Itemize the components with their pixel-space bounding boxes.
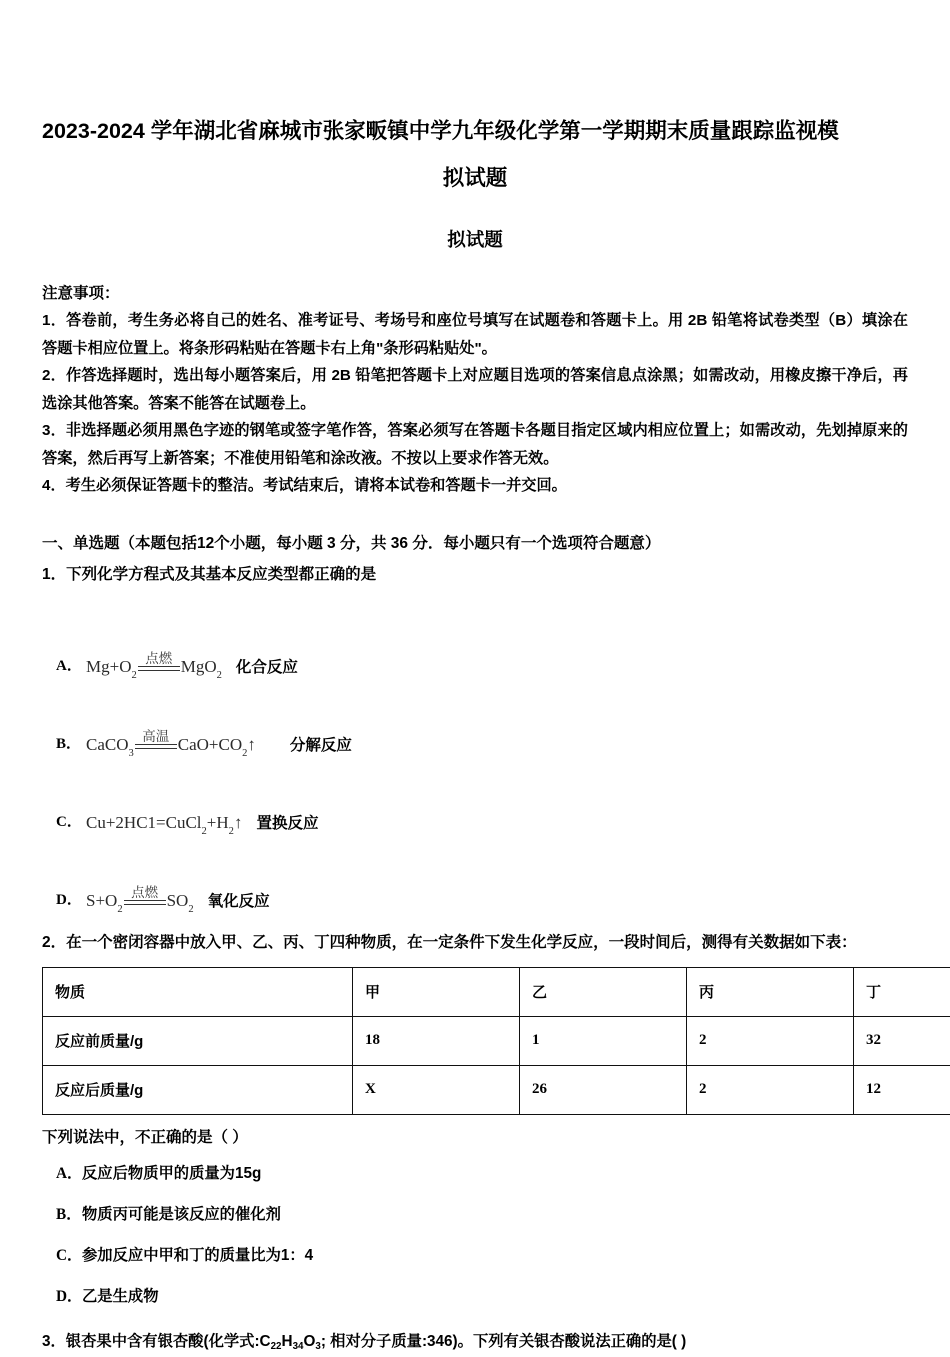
reaction-type-c: 置换反应 xyxy=(256,811,318,833)
row-label-after: 反应后质量/g xyxy=(43,1065,353,1114)
cell-before-ding: 32 xyxy=(854,1016,950,1065)
page-subtitle: 拟试题 xyxy=(42,202,908,252)
reaction-condition-b: 高温 xyxy=(142,729,169,744)
equals-bar-icon xyxy=(138,666,180,671)
cell-before-jia: 18 xyxy=(353,1016,520,1065)
equation-a-right-sub: 2 xyxy=(217,670,222,681)
cell-before-yi: 1 xyxy=(520,1016,687,1065)
cell-before-bing: 2 xyxy=(687,1016,854,1065)
equation-a xyxy=(86,652,222,677)
option-letter-a: A． xyxy=(56,654,86,681)
q2-option-a[interactable] xyxy=(42,1153,908,1194)
equation-b xyxy=(86,730,256,755)
cell-after-yi: 26 xyxy=(520,1065,687,1114)
page-title-line2: 拟试题 xyxy=(42,155,908,202)
table-header-ding: 丁 xyxy=(854,967,950,1016)
cell-after-jia: X xyxy=(353,1065,520,1114)
q2-option-letter-a: A． xyxy=(56,1161,82,1186)
q3-prefix: 3．银杏果中含有银杏酸(化学式:C xyxy=(42,1333,271,1350)
option-row-c[interactable] xyxy=(42,759,908,837)
equation-d-left: S+O xyxy=(86,891,117,911)
q3-suffix: ; 相对分子质量:346)。下列有关银杏酸说法正确的是( ) xyxy=(321,1333,686,1350)
reaction-condition-d: 点燃 xyxy=(131,885,158,900)
reaction-type-a: 化合反应 xyxy=(236,655,298,677)
cell-after-bing: 2 xyxy=(687,1065,854,1114)
question-3-stem xyxy=(42,1329,908,1357)
equation-c-sub2: 2 xyxy=(229,826,234,837)
reaction-type-d: 氧化反应 xyxy=(208,889,270,911)
q2-option-b[interactable] xyxy=(42,1194,908,1235)
equation-b-left-sub: 3 xyxy=(129,748,134,759)
q3-sub-carbon: 22 xyxy=(271,1341,282,1352)
table-row xyxy=(43,1065,950,1114)
equation-c-part2: +H xyxy=(207,813,229,833)
q2-option-text-c: 参加反应中甲和丁的质量比为1：4 xyxy=(82,1243,313,1268)
notice-item-1: 1．答卷前，考生务必将自己的姓名、准考证号、考场号和座位号填写在试题卷和答题卡上。用 2B 铅笔将试卷类型（B）填涂在答题卡相应位置上。将条形码粘贴在答题卡右上角"条形码粘贴处"。 xyxy=(42,307,908,362)
option-letter-c: C． xyxy=(56,810,86,837)
option-body-c xyxy=(86,811,318,837)
table-row-header xyxy=(43,967,950,1016)
reaction-arrow-b xyxy=(135,729,177,754)
option-row-b[interactable] xyxy=(42,681,908,759)
notice-item-2: 2．作答选择题时，选出每小题答案后，用 2B 铅笔把答题卡上对应题目选项的答案信息点涂黑；如需改动，用橡皮擦干净后，再选涂其他答案。答案不能答在试题卷上。 xyxy=(42,362,908,417)
notice-block xyxy=(42,280,908,500)
row-label-before: 反应前质量/g xyxy=(43,1016,353,1065)
question-2-options xyxy=(42,1153,908,1317)
option-body-b xyxy=(86,730,352,759)
table-header-yi: 乙 xyxy=(520,967,687,1016)
reaction-condition-a: 点燃 xyxy=(145,651,172,666)
q2-option-c[interactable] xyxy=(42,1235,908,1276)
option-row-d[interactable] xyxy=(42,837,908,915)
q3-mid-oxygen: O xyxy=(303,1333,315,1350)
equation-b-right: CaO+CO xyxy=(178,735,242,755)
gas-up-arrow-icon: ↑ xyxy=(234,813,243,833)
question-2-stem: 2．在一个密闭容器中放入甲、乙、丙、丁四种物质，在一定条件下发生化学反应，一段时间后，测得有关数据如下表： xyxy=(42,929,908,957)
gas-up-arrow-icon: ↑ xyxy=(247,735,256,755)
equation-c-sub1: 2 xyxy=(202,826,207,837)
reaction-arrow-a xyxy=(138,651,180,676)
table-header-jia: 甲 xyxy=(353,967,520,1016)
table-header-bing: 丙 xyxy=(687,967,854,1016)
reaction-arrow-d xyxy=(124,885,166,910)
notice-item-3: 3．非选择题必须用黑色字迹的钢笔或签字笔作答，答案必须写在答题卡各题目指定区域内相应位置上；如需改动，先划掉原来的答案，然后再写上新答案；不准使用铅笔和涂改液。不按以上要求作答无效。 xyxy=(42,417,908,472)
reaction-type-b: 分解反应 xyxy=(290,733,352,755)
equation-d-left-sub: 2 xyxy=(117,904,122,915)
q2-option-letter-b: B． xyxy=(56,1202,82,1227)
equation-d-right: SO xyxy=(167,891,189,911)
table-header-substance: 物质 xyxy=(43,967,353,1016)
equation-b-left: CaCO xyxy=(86,735,129,755)
equation-c-part1: Cu+2HC1=CuCl xyxy=(86,813,202,833)
option-body-d xyxy=(86,886,270,915)
question-2-prompt: 下列说法中，不正确的是（ ） xyxy=(42,1124,908,1151)
page-title xyxy=(42,0,908,202)
q2-option-letter-c: C． xyxy=(56,1243,82,1268)
q2-option-text-a: 反应后物质甲的质量为15g xyxy=(82,1161,261,1186)
reaction-data-table xyxy=(42,967,950,1115)
notice-heading: 注意事项： xyxy=(42,280,908,307)
equation-a-left-sub: 2 xyxy=(131,670,136,681)
q2-option-letter-d: D． xyxy=(56,1284,82,1309)
table-row xyxy=(43,1016,950,1065)
equation-c xyxy=(86,813,242,833)
q3-sub-hydrogen: 34 xyxy=(293,1341,304,1352)
equation-a-right: MgO xyxy=(181,657,217,677)
option-row-a[interactable] xyxy=(42,603,908,681)
question-1-stem: 1．下列化学方程式及其基本反应类型都正确的是 xyxy=(42,561,908,589)
equals-bar-icon xyxy=(124,900,166,905)
option-letter-b: B． xyxy=(56,732,86,759)
q3-mid-hydrogen: H xyxy=(282,1333,293,1350)
option-body-a xyxy=(86,652,298,681)
q2-option-text-b: 物质丙可能是该反应的催化剂 xyxy=(82,1202,281,1227)
equals-bar-icon xyxy=(135,744,177,749)
q2-option-text-d: 乙是生成物 xyxy=(82,1284,159,1309)
section-heading-single-choice: 一、单选题（本题包括12个小题，每小题 3 分，共 36 分．每小题只有一个选项符合题意） xyxy=(42,530,908,558)
equation-a-left: Mg+O xyxy=(86,657,131,677)
option-letter-d: D． xyxy=(56,888,86,915)
question-1-options xyxy=(42,603,908,915)
equation-d-right-sub: 2 xyxy=(188,904,193,915)
q3-sub-oxygen: 3 xyxy=(315,1341,320,1352)
q2-option-d[interactable] xyxy=(42,1276,908,1317)
notice-item-4: 4．考生必须保证答题卡的整洁。考试结束后，请将本试卷和答题卡一并交回。 xyxy=(42,472,908,500)
equation-b-right-sub: 2 xyxy=(242,748,247,759)
cell-after-ding: 12 xyxy=(854,1065,950,1114)
page-title-line1: 2023-2024 学年湖北省麻城市张家畈镇中学九年级化学第一学期期末质量跟踪监视模 xyxy=(42,119,839,143)
equation-d xyxy=(86,886,194,911)
